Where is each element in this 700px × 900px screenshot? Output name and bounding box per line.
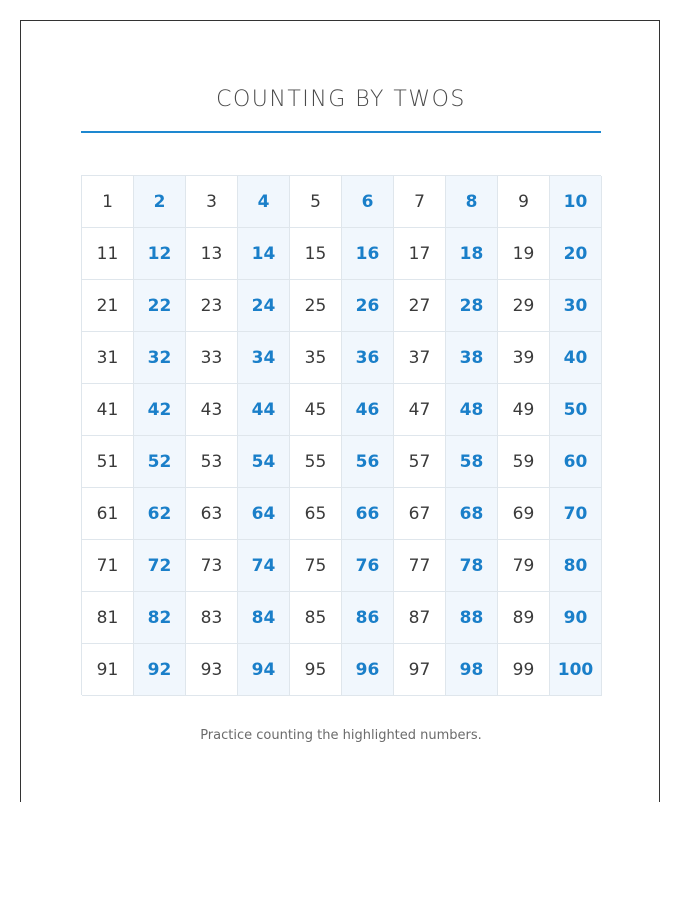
number-cell: 15 — [290, 228, 342, 280]
highlighted-number-cell: 70 — [550, 488, 602, 540]
number-cell: 41 — [82, 384, 134, 436]
highlighted-number-cell: 36 — [342, 332, 394, 384]
number-cell: 63 — [186, 488, 238, 540]
highlighted-number-cell: 42 — [134, 384, 186, 436]
highlighted-number-cell: 52 — [134, 436, 186, 488]
number-cell: 65 — [290, 488, 342, 540]
number-cell: 71 — [82, 540, 134, 592]
highlighted-number-cell: 80 — [550, 540, 602, 592]
number-cell: 67 — [394, 488, 446, 540]
highlighted-number-cell: 68 — [446, 488, 498, 540]
highlighted-number-cell: 2 — [134, 176, 186, 228]
title-underline — [81, 131, 601, 133]
number-cell: 69 — [498, 488, 550, 540]
number-cell: 81 — [82, 592, 134, 644]
number-cell: 89 — [498, 592, 550, 644]
number-cell: 35 — [290, 332, 342, 384]
highlighted-number-cell: 12 — [134, 228, 186, 280]
number-cell: 95 — [290, 644, 342, 696]
number-cell: 13 — [186, 228, 238, 280]
number-cell: 11 — [82, 228, 134, 280]
highlighted-number-cell: 64 — [238, 488, 290, 540]
worksheet-page — [20, 20, 660, 802]
highlighted-number-cell: 48 — [446, 384, 498, 436]
highlighted-number-cell: 10 — [550, 176, 602, 228]
highlighted-number-cell: 96 — [342, 644, 394, 696]
highlighted-number-cell: 20 — [550, 228, 602, 280]
highlighted-number-cell: 86 — [342, 592, 394, 644]
highlighted-number-cell: 6 — [342, 176, 394, 228]
highlighted-number-cell: 90 — [550, 592, 602, 644]
highlighted-number-cell: 26 — [342, 280, 394, 332]
number-cell: 91 — [82, 644, 134, 696]
number-cell: 21 — [82, 280, 134, 332]
highlighted-number-cell: 56 — [342, 436, 394, 488]
number-cell: 5 — [290, 176, 342, 228]
highlighted-number-cell: 34 — [238, 332, 290, 384]
number-cell: 99 — [498, 644, 550, 696]
number-cell: 73 — [186, 540, 238, 592]
number-cell: 59 — [498, 436, 550, 488]
highlighted-number-cell: 62 — [134, 488, 186, 540]
highlighted-number-cell: 54 — [238, 436, 290, 488]
number-cell: 49 — [498, 384, 550, 436]
highlighted-number-cell: 44 — [238, 384, 290, 436]
highlighted-number-cell: 76 — [342, 540, 394, 592]
highlighted-number-cell: 88 — [446, 592, 498, 644]
number-cell: 9 — [498, 176, 550, 228]
number-cell: 7 — [394, 176, 446, 228]
number-cell: 57 — [394, 436, 446, 488]
highlighted-number-cell: 24 — [238, 280, 290, 332]
highlighted-number-cell: 38 — [446, 332, 498, 384]
highlighted-number-cell: 58 — [446, 436, 498, 488]
highlighted-number-cell: 82 — [134, 592, 186, 644]
number-cell: 39 — [498, 332, 550, 384]
number-cell: 1 — [82, 176, 134, 228]
number-cell: 93 — [186, 644, 238, 696]
highlighted-number-cell: 100 — [550, 644, 602, 696]
number-cell: 45 — [290, 384, 342, 436]
highlighted-number-cell: 14 — [238, 228, 290, 280]
highlighted-number-cell: 40 — [550, 332, 602, 384]
highlighted-number-cell: 98 — [446, 644, 498, 696]
number-cell: 77 — [394, 540, 446, 592]
number-cell: 47 — [394, 384, 446, 436]
number-cell: 75 — [290, 540, 342, 592]
highlighted-number-cell: 46 — [342, 384, 394, 436]
number-cell: 3 — [186, 176, 238, 228]
number-cell: 33 — [186, 332, 238, 384]
instruction-caption: Practice counting the highlighted numbers. — [200, 728, 482, 743]
number-cell: 17 — [394, 228, 446, 280]
highlighted-number-cell: 16 — [342, 228, 394, 280]
highlighted-number-cell: 50 — [550, 384, 602, 436]
highlighted-number-cell: 28 — [446, 280, 498, 332]
hundreds-chart — [81, 175, 601, 695]
number-cell: 79 — [498, 540, 550, 592]
highlighted-number-cell: 22 — [134, 280, 186, 332]
highlighted-number-cell: 92 — [134, 644, 186, 696]
number-cell: 23 — [186, 280, 238, 332]
number-cell: 97 — [394, 644, 446, 696]
number-cell: 87 — [394, 592, 446, 644]
highlighted-number-cell: 32 — [134, 332, 186, 384]
number-cell: 85 — [290, 592, 342, 644]
highlighted-number-cell: 74 — [238, 540, 290, 592]
number-cell: 27 — [394, 280, 446, 332]
highlighted-number-cell: 84 — [238, 592, 290, 644]
highlighted-number-cell: 78 — [446, 540, 498, 592]
page-title: COUNTING BY TWOS — [216, 87, 466, 112]
highlighted-number-cell: 94 — [238, 644, 290, 696]
highlighted-number-cell: 18 — [446, 228, 498, 280]
highlighted-number-cell: 60 — [550, 436, 602, 488]
number-cell: 19 — [498, 228, 550, 280]
highlighted-number-cell: 4 — [238, 176, 290, 228]
highlighted-number-cell: 30 — [550, 280, 602, 332]
number-cell: 37 — [394, 332, 446, 384]
number-cell: 29 — [498, 280, 550, 332]
number-cell: 53 — [186, 436, 238, 488]
number-cell: 31 — [82, 332, 134, 384]
highlighted-number-cell: 72 — [134, 540, 186, 592]
highlighted-number-cell: 66 — [342, 488, 394, 540]
highlighted-number-cell: 8 — [446, 176, 498, 228]
number-cell: 61 — [82, 488, 134, 540]
number-cell: 55 — [290, 436, 342, 488]
number-cell: 25 — [290, 280, 342, 332]
number-cell: 43 — [186, 384, 238, 436]
number-cell: 83 — [186, 592, 238, 644]
number-cell: 51 — [82, 436, 134, 488]
